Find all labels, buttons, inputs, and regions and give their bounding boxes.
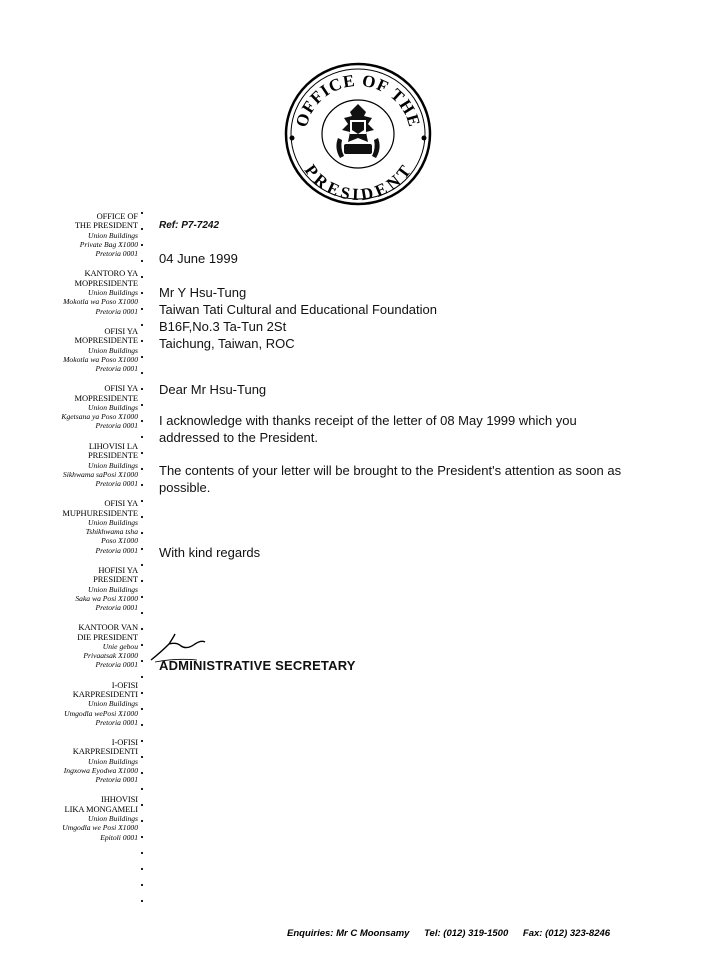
divider-dot [141,212,143,214]
office-address-line: Pretoria 0001 [95,364,138,374]
office-address-line: Umgodla we Posi X1000 [62,823,138,833]
office-address-line: Kgetsana ya Poso X1000 [61,412,138,422]
office-address-line: Tshikhwama tsha [85,527,138,537]
office-address-line: Union Buildings [88,288,138,298]
office-block [10,384,138,430]
presidential-seal [278,58,438,208]
office-address-line: Pretoria 0001 [95,249,138,259]
divider-dot [141,628,143,630]
office-address-line: Union Buildings [88,403,138,413]
divider-dot [141,516,143,518]
office-address-line: Ingxowa Eyodwa X1000 [63,766,138,776]
office-address-line: Epitoli 0001 [100,832,138,842]
divider-dot [141,548,143,550]
paragraph-acknowledgement: I acknowledge with thanks receipt of the letter of 08 May 1999 which you addressed to the President. [159,413,577,445]
seal-top-text: OFFICE OF THE [291,70,425,130]
divider-dot [141,452,143,454]
office-address-line: Pretoria 0001 [95,421,138,431]
divider-dot [141,660,143,662]
office-address-line: Pretoria 0001 [95,602,138,612]
office-address-line: Saka wa Posi X1000 [75,593,138,603]
office-title-line: LIKA MONGAMELI [64,803,138,814]
office-title-line: I-OFISI [111,737,138,747]
divider-dot [141,308,143,310]
divider-dot [141,244,143,246]
divider-dot [141,372,143,374]
seal-bottom-text: PRESIDENT [300,161,416,205]
office-address-line: Pretoria 0001 [95,775,138,785]
divider-dot [141,692,143,694]
office-address-line: Privaatsak X1000 [83,651,138,661]
office-title-line: LIHOVISI LA [88,440,138,451]
divider-dot [141,436,143,438]
office-address-line: Private Bag X1000 [79,240,138,250]
paragraph-attention: The contents of your letter will be brought to the President's attention as soon as possible. [159,463,622,495]
divider-dot [141,772,143,774]
office-block [10,327,138,373]
divider-dot [141,388,143,390]
seal-emblem-icon [278,58,438,208]
divider-dot [141,420,143,422]
divider-dot [141,740,143,742]
office-title-line: MOPRESIDENTE [74,277,138,288]
office-title-line: MOPRESIDENTE [74,335,138,346]
divider-dot [141,756,143,758]
footer-telephone: Tel: (012) 319-1500 [424,928,509,939]
recipient-name: Mr Y Hsu-Tung [159,285,247,300]
office-address-line: Pretoria 0001 [95,660,138,670]
divider-dot [141,900,143,902]
recipient-address [159,284,437,352]
office-address-line: Union Buildings [88,345,138,355]
divider-dot [141,644,143,646]
office-title-line: PRESIDENT [93,574,138,585]
office-block [10,623,138,669]
divider-dot [141,820,143,822]
office-address-line: Union Buildings [88,230,138,240]
office-address-line: Union Buildings [88,814,138,824]
divider-dot [141,868,143,870]
office-block [10,499,138,555]
divider-dot [141,564,143,566]
office-block [10,738,138,784]
divider-dot [141,852,143,854]
divider-dot [141,292,143,294]
office-address-line: Sikhwama saPosi X1000 [62,469,138,479]
office-title-line: THE PRESIDENT [74,220,138,231]
sidebar-office-addresses [10,212,138,853]
office-address-line: Pretoria 0001 [95,545,138,555]
office-address-line: Umgodla wePosi X1000 [64,708,138,718]
office-address-line: Mokotla wa Poso X1000 [63,297,138,307]
office-address-line: Union Buildings [88,756,138,766]
divider-dot [141,612,143,614]
divider-dot [141,708,143,710]
office-title-line: I-OFISI [111,679,138,690]
office-address-line: Mokotla wa Poso X1000 [63,354,138,364]
office-title-line: IHHOVISI [101,794,138,805]
office-title-line: KANTOOR VAN [78,622,138,633]
divider-dot [141,340,143,342]
divider-dot [141,468,143,470]
office-address-line: Union Buildings [88,460,138,470]
divider-dot [141,324,143,326]
footer-contact [287,928,622,939]
office-title-line: OFISI YA [104,383,138,394]
office-address-line: Pretoria 0001 [95,717,138,727]
office-address-line: Union Buildings [88,584,138,594]
divider-dot [141,404,143,406]
office-title-line: HOFISI YA [98,564,138,575]
office-address-line: Union Buildings [88,517,138,527]
divider-dot [141,724,143,726]
closing: With kind regards [159,545,261,560]
divider-dot [141,260,143,262]
divider-dot [141,788,143,790]
office-title-line: OFISI YA [104,325,138,336]
office-block [10,681,138,727]
office-block [10,795,138,841]
divider-dot [141,500,143,502]
office-block [10,269,138,315]
sidebar-divider [141,212,145,912]
divider-dot [141,596,143,598]
office-address-line: Unie gebou [102,641,138,651]
footer-fax: Fax: (012) 323-8246 [522,928,611,939]
divider-dot [141,356,143,358]
office-block [10,212,138,258]
divider-dot [141,276,143,278]
footer-enquiries: Enquiries: Mr C Moonsamy [287,928,410,939]
office-title-line: KARPRESIDENTI [72,746,138,757]
office-block [10,566,138,612]
office-title-line: MUPHURESIDENTE [62,507,138,518]
office-address-line: Union Buildings [88,699,138,709]
office-block [10,442,138,488]
divider-dot [141,884,143,886]
office-address-line: Pretoria 0001 [95,478,138,488]
letter-date: 04 June 1999 [159,251,238,266]
divider-dot [141,676,143,678]
divider-dot [141,836,143,838]
office-title-line: OFISI YA [104,498,138,509]
divider-dot [141,580,143,582]
divider-dot [141,804,143,806]
divider-dot [141,532,143,534]
office-title-line: PRESIDENTE [87,450,138,461]
office-title-line: KANTORO YA [84,268,138,279]
office-address-line: Pretoria 0001 [95,306,138,316]
salutation: Dear Mr Hsu-Tung [159,382,267,397]
recipient-organization: Taiwan Tati Cultural and Educational Foundation [159,302,437,317]
recipient-city: Taichung, Taiwan, ROC [159,336,295,351]
reference-number: Ref: P7-7242 [159,220,220,231]
office-title-line: KARPRESIDENTI [72,688,138,699]
recipient-street: B16F,No.3 Ta-Tun 2St [159,319,287,334]
office-address-line: Poso X1000 [101,536,138,546]
office-title-line: OFFICE OF [96,211,138,221]
office-title-line: MOPRESIDENTE [74,392,138,403]
divider-dot [141,228,143,230]
signatory-title: ADMINISTRATIVE SECRETARY [159,658,356,673]
divider-dot [141,484,143,486]
office-title-line: DIE PRESIDENT [77,631,138,642]
